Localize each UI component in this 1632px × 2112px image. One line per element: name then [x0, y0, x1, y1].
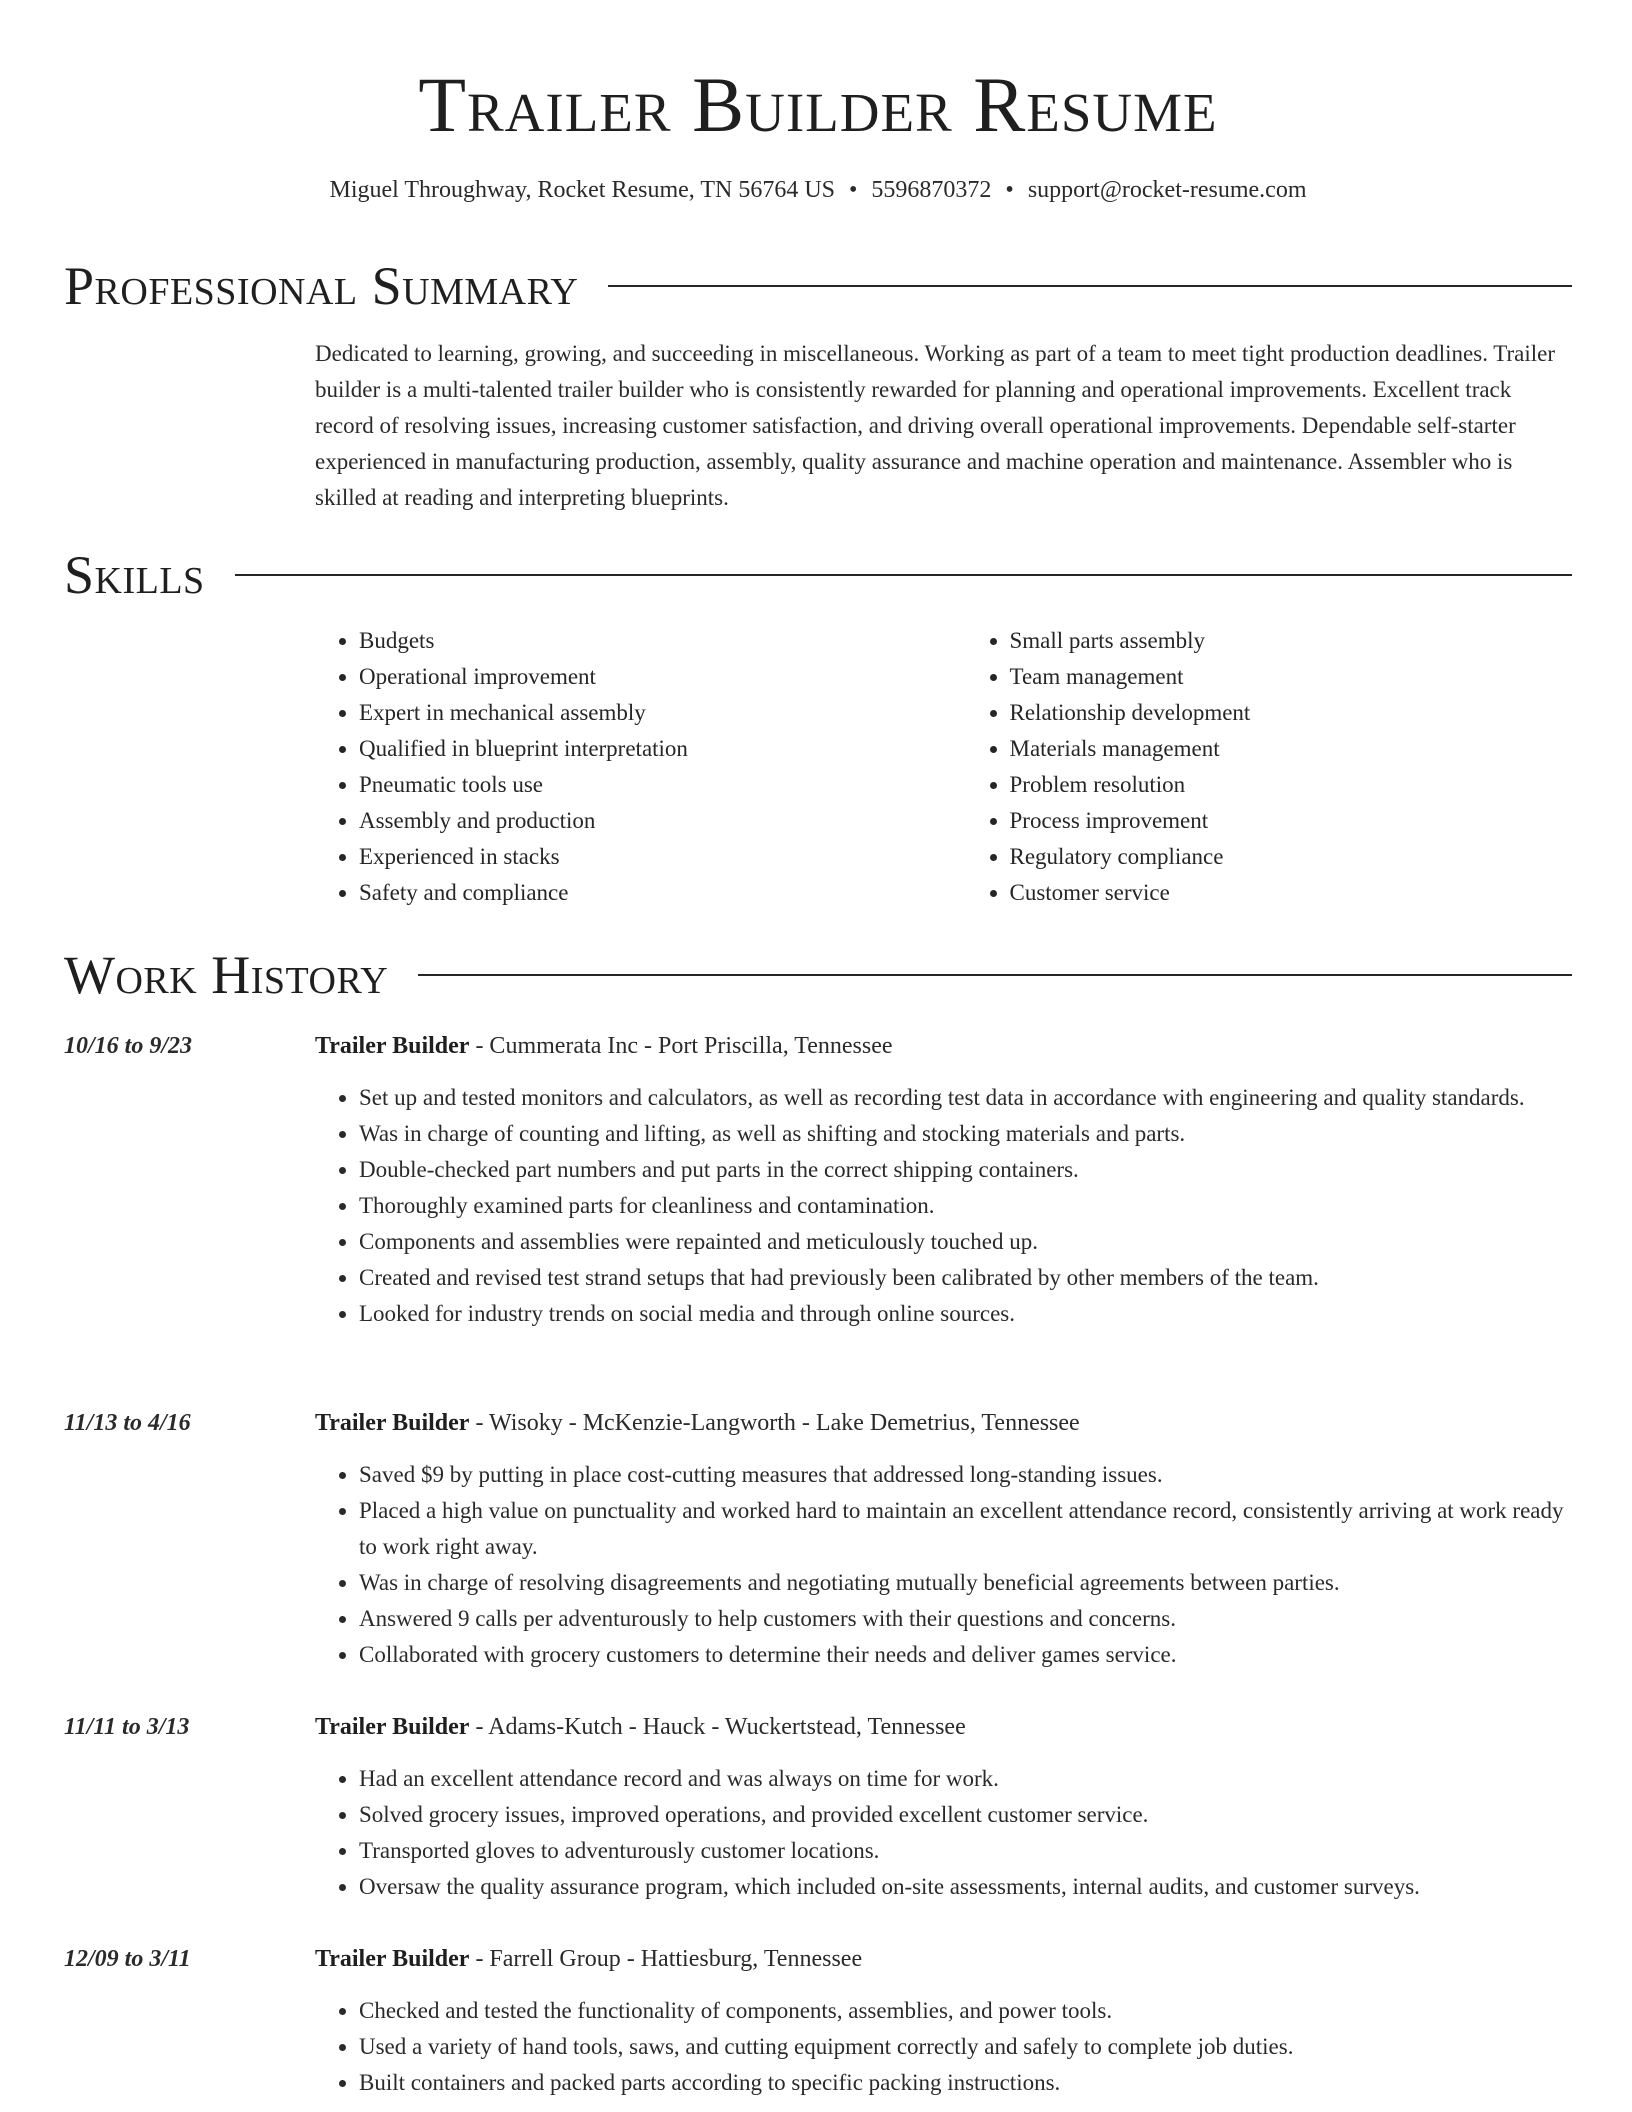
job-bullet: • Created and revised test strand setups that had previously been calibrated by other members of the team.: [359, 1260, 1579, 1296]
skill-item: • Pneumatic tools use: [359, 767, 922, 803]
skill-item: • Team management: [1010, 659, 1573, 695]
job-bullet: • Checked and tested the functionality of components, assemblies, and power tools.: [359, 1993, 1579, 2029]
job-header: [315, 1941, 862, 1977]
skills-list: [315, 623, 1572, 911]
job-header: [315, 1405, 1080, 1441]
job-bullet: • Looked for industry trends on social media and through online sources.: [359, 1296, 1579, 1332]
job-title: Trailer Builder: [315, 1946, 470, 1972]
skill-item: • Problem resolution: [1010, 767, 1573, 803]
skill-item: • Experienced in stacks: [359, 839, 922, 875]
contact-email: support@rocket-resume.com: [1027, 177, 1307, 203]
job-bullets: [315, 1457, 1579, 1673]
job-bullet: • Thoroughly examined parts for cleanliness and contamination.: [359, 1188, 1579, 1224]
work-heading: Work History: [64, 945, 389, 1005]
skill-item: • Customer service: [1010, 875, 1573, 911]
skills-column-right: [966, 623, 1573, 911]
job-header: [315, 1028, 893, 1064]
skill-item: • Materials management: [1010, 731, 1573, 767]
section-divider: [418, 974, 1572, 976]
skill-item: • Expert in mechanical assembly: [359, 695, 922, 731]
job-bullet: • Double-checked part numbers and put parts in the correct shipping containers.: [359, 1152, 1579, 1188]
contact-separator: •: [1005, 177, 1014, 203]
job-bullet: • Set up and tested monitors and calculators, as well as recording test data in accordance with engineering and quality standards.: [359, 1080, 1579, 1116]
job-title: Trailer Builder: [315, 1033, 470, 1059]
job-bullet: • Placed a high value on punctuality and worked hard to maintain an excellent attendance record, consistently arriving at work ready to work right away.: [359, 1493, 1579, 1565]
contact-line: [64, 174, 1572, 206]
section-divider: [235, 574, 1572, 576]
job-bullet: • Was in charge of resolving disagreements and negotiating mutually beneficial agreements between parties.: [359, 1565, 1579, 1601]
skill-item: • Operational improvement: [359, 659, 922, 695]
job-bullets: [315, 1993, 1579, 2101]
skills-heading: Skills: [64, 545, 205, 605]
skill-item: • Regulatory compliance: [1010, 839, 1573, 875]
job-employer-location: - Adams-Kutch - Hauck - Wuckertstead, Tennessee: [469, 1714, 966, 1740]
contact-separator: •: [849, 177, 858, 203]
job-bullets: [315, 1761, 1579, 1905]
job-bullet: • Solved grocery issues, improved operations, and provided excellent customer service.: [359, 1797, 1579, 1833]
skill-item: • Relationship development: [1010, 695, 1573, 731]
job-bullet: • Oversaw the quality assurance program, which included on-site assessments, internal audits, and customer surveys.: [359, 1869, 1579, 1905]
job-dates: 10/16 to 9/23: [64, 1033, 193, 1059]
resume-page: [64, 0, 1572, 2095]
section-divider: [608, 285, 1572, 287]
job-bullet: • Built containers and packed parts according to specific packing instructions.: [359, 2065, 1579, 2101]
skill-item: • Qualified in blueprint interpretation: [359, 731, 922, 767]
job-title: Trailer Builder: [315, 1410, 470, 1436]
skills-section-header: [64, 545, 1572, 605]
contact-address: Miguel Throughway, Rocket Resume, TN 56764 US: [329, 177, 835, 203]
job-dates: 11/13 to 4/16: [64, 1410, 191, 1436]
summary-text: Dedicated to learning, growing, and succeeding in miscellaneous. Working as part of a team to meet tight production deadlines. Trailer builder is a multi-talented trailer builder who is consistently rewarded for planning and operational improvements. Excellent track record of resolving issues, increasing customer satisfaction, and driving overall operational improvements. Dependable self-starter experienced in manufacturing production, assembly, quality assurance and machine operation and maintenance. Assembler who is skilled at reading and interpreting blueprints.: [315, 341, 1556, 510]
job-dates: 11/11 to 3/13: [64, 1714, 190, 1740]
job-bullet: • Collaborated with grocery customers to determine their needs and deliver games service.: [359, 1637, 1579, 1673]
job-bullet: • Transported gloves to adventurously customer locations.: [359, 1833, 1579, 1869]
job-employer-location: - Farrell Group - Hattiesburg, Tennessee: [469, 1946, 863, 1972]
job-bullet: • Answered 9 calls per adventurously to help customers with their questions and concerns.: [359, 1601, 1579, 1637]
job-bullet: • Was in charge of counting and lifting, as well as shifting and stocking materials and parts.: [359, 1116, 1579, 1152]
job-header: [315, 1709, 966, 1745]
summary-heading: Professional Summary: [64, 256, 579, 316]
skill-item: • Assembly and production: [359, 803, 922, 839]
job-employer-location: - Cummerata Inc - Port Priscilla, Tennessee: [469, 1033, 893, 1059]
skill-item: • Process improvement: [1010, 803, 1573, 839]
work-section-header: [64, 945, 1572, 1005]
job-dates: 12/09 to 3/11: [64, 1946, 191, 1972]
skills-column-left: [315, 623, 922, 911]
job-bullet: • Used a variety of hand tools, saws, and cutting equipment correctly and safely to complete job duties.: [359, 2029, 1579, 2065]
job-bullets: [315, 1080, 1579, 1332]
job-title: Trailer Builder: [315, 1714, 470, 1740]
job-bullet: • Had an excellent attendance record and was always on time for work.: [359, 1761, 1579, 1797]
resume-title: Trailer Builder Resume: [418, 61, 1218, 148]
job-bullet: • Saved $9 by putting in place cost-cutting measures that addressed long-standing issues.: [359, 1457, 1579, 1493]
job-employer-location: - Wisoky - McKenzie-Langworth - Lake Demetrius, Tennessee: [469, 1410, 1080, 1436]
job-bullet: • Components and assemblies were repainted and meticulously touched up.: [359, 1224, 1579, 1260]
skill-item: • Small parts assembly: [1010, 623, 1573, 659]
contact-phone: 5596870372: [871, 177, 992, 203]
skill-item: • Budgets: [359, 623, 922, 659]
summary-section-header: [64, 256, 1572, 316]
skill-item: • Safety and compliance: [359, 875, 922, 911]
